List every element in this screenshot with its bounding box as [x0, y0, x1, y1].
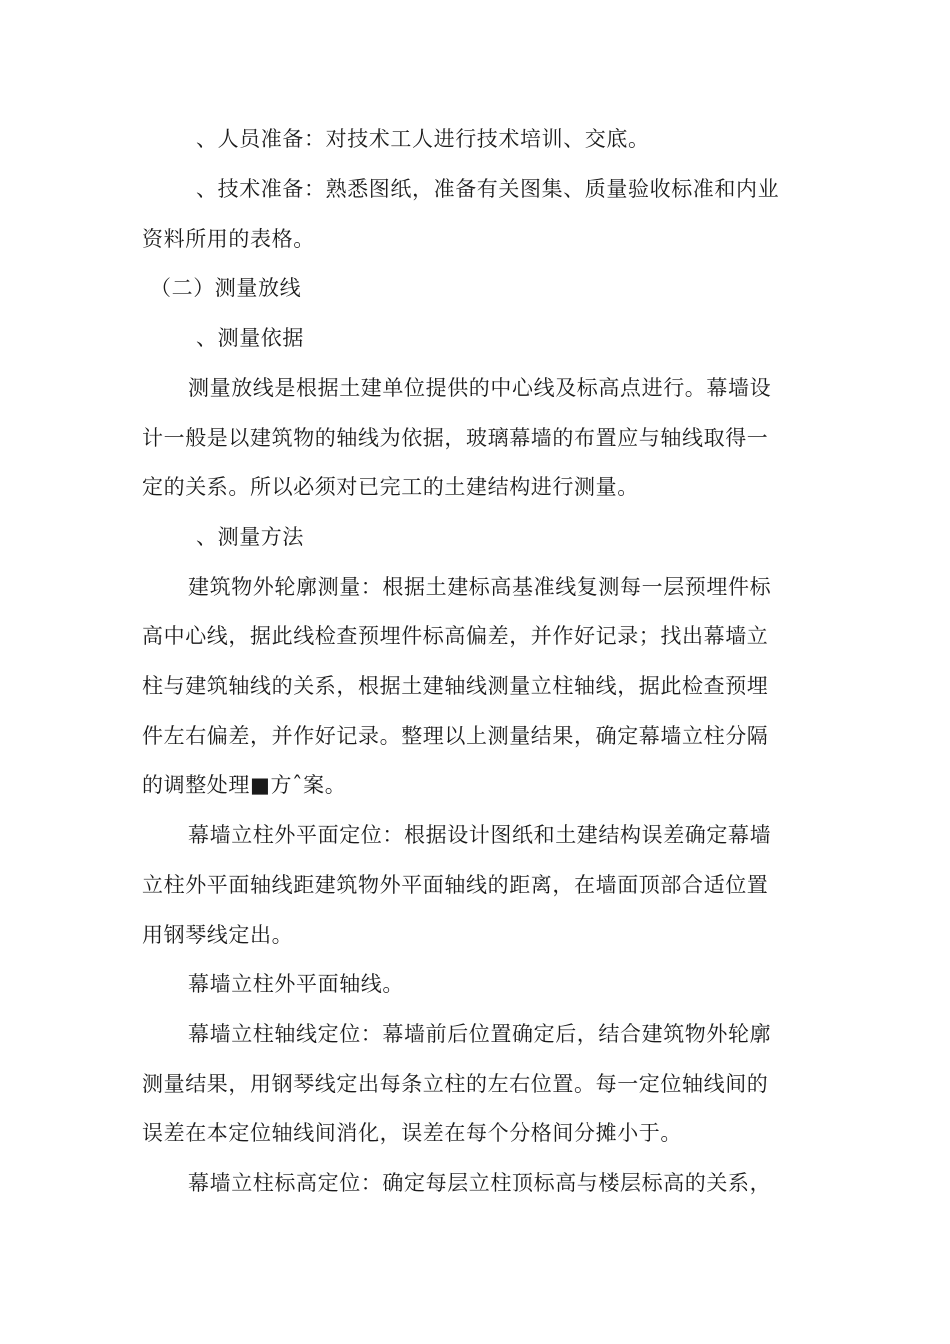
text-line-outline-4: 件左右偏差，并作好记录。整理以上测量结果，确定幕墙立柱分隔	[142, 724, 769, 748]
text-line-outline-3: 柱与建筑轴线的关系，根据土建轴线测量立柱轴线，据此检查预埋	[142, 674, 769, 698]
text-line-axis-position-3: 误差在本定位轴线间消化，误差在每个分格间分摊小于。	[142, 1121, 682, 1145]
text-line-outer-plane-axis: 幕墙立柱外平面轴线。	[188, 972, 404, 996]
subheading-survey-basis: 、测量依据	[196, 326, 304, 350]
text-line-outer-plane-1: 幕墙立柱外平面定位：根据设计图纸和土建结构误差确定幕墙	[188, 823, 772, 847]
text-line-basis-1: 测量放线是根据土建单位提供的中心线及标高点进行。幕墙设	[188, 376, 772, 400]
text-line-basis-2: 计一般是以建筑物的轴线为依据，玻璃幕墙的布置应与轴线取得一	[142, 426, 769, 450]
text-line-elevation-position: 幕墙立柱标高定位：确定每层立柱顶标高与楼层标高的关系，	[188, 1171, 772, 1195]
text-line-outline-2: 高中心线，据此线检查预埋件标高偏差，并作好记录；找出幕墙立	[142, 624, 769, 648]
subheading-survey-method: 、测量方法	[196, 525, 304, 549]
text-line-basis-3: 定的关系。所以必须对已完工的土建结构进行测量。	[142, 475, 639, 499]
text-line-technical-prep-cont: 资料所用的表格。	[142, 227, 315, 251]
text-line-axis-position-1: 幕墙立柱轴线定位：幕墙前后位置确定后，结合建筑物外轮廓	[188, 1022, 772, 1046]
text-line-personnel-prep: 、人员准备：对技术工人进行技术培训、交底。	[196, 127, 650, 151]
text-line-axis-position-2: 测量结果，用钢琴线定出每条立柱的左右位置。每一定位轴线间的	[142, 1072, 769, 1096]
text-line-outer-plane-2: 立柱外平面轴线距建筑物外平面轴线的距离，在墙面顶部合适位置	[142, 873, 769, 897]
text-line-technical-prep: 、技术准备：熟悉图纸，准备有关图集、质量验收标准和内业	[196, 177, 780, 201]
section-heading-survey: （二）测量放线	[150, 276, 302, 300]
text-line-outline-5: 的调整处理■方ˆ案。	[142, 773, 347, 797]
text-line-outline-1: 建筑物外轮廓测量：根据土建标高基准线复测每一层预埋件标	[188, 575, 772, 599]
text-line-outer-plane-3: 用钢琴线定出。	[142, 923, 294, 947]
